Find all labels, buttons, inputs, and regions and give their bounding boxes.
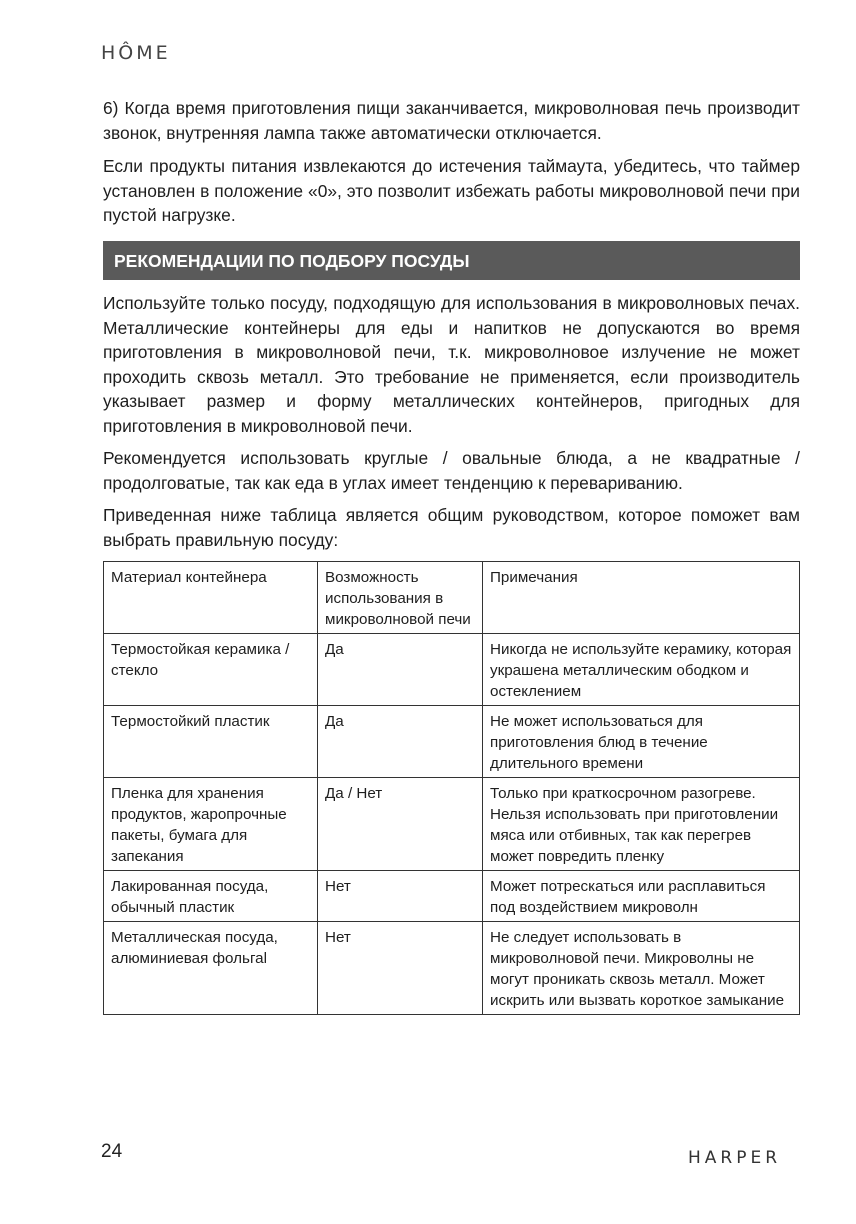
section-title: РЕКОМЕНДАЦИИ ПО ПОДБОРУ ПОСУДЫ xyxy=(103,241,800,280)
table-header-cell: Примечания xyxy=(483,562,800,634)
harper-logo: HARPER xyxy=(688,1148,782,1168)
paragraph-timer-reset: Если продукты питания извлекаются до истечения таймаута, убедитесь, что таймер установлен в положение «0», это позволит избежать работы микроволновой печи при пустой нагрузке. xyxy=(103,156,800,226)
paragraph-table-intro: Приведенная ниже таблица является общим руководством, которое поможет вам выбрать правильную посуду: xyxy=(103,505,800,550)
table-cell-notes: Не может использоваться для приготовления блюд в течение длительного времени xyxy=(483,706,800,778)
page-number: 24 xyxy=(101,1141,123,1162)
table-cell-notes: Может потрескаться или расплавиться под воздействием микроволн xyxy=(483,871,800,922)
table-cell-material: Термостойкая керамика / стекло xyxy=(104,634,318,706)
table-row xyxy=(104,706,800,778)
table-row xyxy=(104,922,800,1015)
table-cell-usable: Да xyxy=(318,634,483,706)
paragraph-dish-shape: Рекомендуется использовать круглые / овальные блюда, а не квадратные / продолговатые, так как еда в углах имеет тенденцию к перевариванию. xyxy=(103,448,800,493)
table-cell-notes: Только при краткосрочном разогреве. Нельзя использовать при приготовлении мяса или отбивных, так как перегрев может повредить пленку xyxy=(483,778,800,871)
table-cell-material: Термостойкий пластик xyxy=(104,706,318,778)
table-row xyxy=(104,778,800,871)
table-cell-usable: Да xyxy=(318,706,483,778)
table-cell-usable: Да / Нет xyxy=(318,778,483,871)
table-header-cell: Возможность использования в микроволновой печи xyxy=(318,562,483,634)
table-cell-usable: Нет xyxy=(318,922,483,1015)
table-row xyxy=(104,634,800,706)
table-cell-material: Лакированная посуда, обычный пластик xyxy=(104,871,318,922)
paragraph-timer-end: 6) Когда время приготовления пищи заканчивается, микроволновая печь производит звонок, внутренняя лампа также автоматически отключается. xyxy=(103,98,800,143)
cookware-table xyxy=(103,561,800,1015)
table-header-cell: Материал контейнера xyxy=(104,562,318,634)
paragraph-cookware-usage: Используйте только посуду, подходящую для использования в микроволновых печах. Металлические контейнеры для еды и напитков не допускаются во время приготовления в микроволновой печи, т.к. микроволновое излучение не может проходить сквозь металл. Это требование не применяется, если производитель указывает размер и форму металлических контейнеров, пригодных для приготовления в микроволновой печи. xyxy=(103,293,800,436)
table-cell-material: Металлическая посуда, алюминиевая фольгаl xyxy=(104,922,318,1015)
table-cell-notes: Никогда не используйте керамику, которая украшена металлическим ободком и остеклением xyxy=(483,634,800,706)
table-header-row xyxy=(104,562,800,634)
table-cell-notes: Не следует использовать в микроволновой печи. Микроволны не могут проникать сквозь металл. Может искрить или вызвать короткое замыкание xyxy=(483,922,800,1015)
home-logo: HÔME xyxy=(101,42,171,64)
table-row xyxy=(104,871,800,922)
table-cell-material: Пленка для хранения продуктов, жаропрочные пакеты, бумага для запекания xyxy=(104,778,318,871)
table-cell-usable: Нет xyxy=(318,871,483,922)
